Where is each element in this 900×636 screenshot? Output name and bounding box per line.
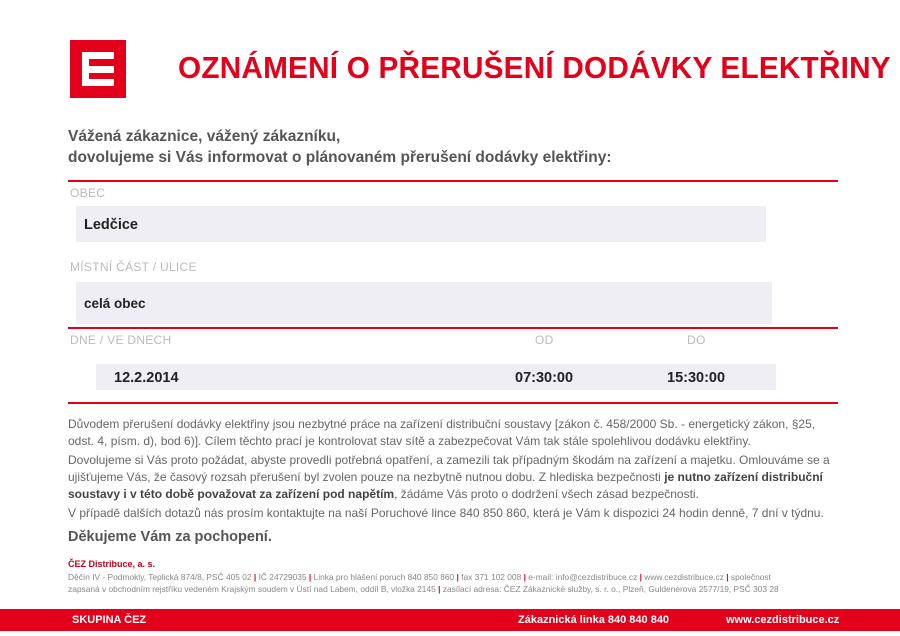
obec-field: [76, 206, 766, 242]
paragraph-reason: Důvodem přerušení dodávky elektřiny jsou nezbytné práce na zařízení distribuční soustavy [zákon č. 458/2000 Sb. - energetický zákon, §25, odst. 4, písm. d), bod 6)]. Cílem těchto prací je kontrolovat stav sítě a zabezpečovat Vám tak stále spolehlivou dodávku elektřiny.: [68, 417, 816, 448]
date-value: 12.2.2014: [114, 370, 179, 386]
footer-web: www.cezdistribuce.cz: [726, 614, 840, 626]
od-value: 07:30:00: [515, 370, 574, 386]
company-name: ČEZ Distribuce, a. s.: [68, 559, 156, 569]
page-title: OZNÁMENÍ O PŘERUŠENÍ DODÁVKY ELEKTŘINY: [178, 50, 891, 85]
safety-warning: je nutno zařízení distribuční soustavy i v této době považovat za zařízení pod napětím: [68, 470, 823, 501]
company-address: Děčín IV - Podmokly, Teplická 874/8, PSČ 405 02 | IČ 24729035 | Linka pro hlášení poruch 840 850 860 | fax 371 102 008 | e-mail: info@cezdistribuce.cz | www.cezdistribuce.cz | společnost zapsaná v obchodním rejstříku vedeném Krajským soudem v Ústí nad Labem, oddíl B, vložka 2145 | zasílací adresa: ČEZ Zákaznické služby, s. r. o., Plzeň, Guldenerova 2577/19, PSČ 303 28: [68, 572, 779, 594]
greeting-line-2: dovolujeme si Vás informovat o plánovaném přerušení dodávky elektřiny:: [68, 149, 612, 166]
cast-value: celá obec: [84, 296, 146, 311]
paragraph-safety: Dovolujeme si Vás proto požádat, abyste provedli potřebná opatření, a zamezili tak případným škodám na zařízení a majetku. Omlouváme se a ujišťujeme Vás, že časový rozsah přerušení byl zvolen pouze na nezbytně nutnou dobu. Z hlediska bezpečnosti je nutno zařízení distribuční soustavy i v této době považovat za zařízení pod napětím, žádáme Vás proto o dodržení všech zásad bezpečnosti.: [68, 453, 830, 501]
divider: [68, 180, 838, 182]
paragraph-contact: V případě dalších dotazů nás prosím kontaktujte na naší Poruchové lince 840 850 860, která je Vám k dispozici 24 hodin denně, 7 dní v týdnu.: [68, 506, 824, 520]
footer-bar: [0, 609, 900, 631]
web-link: www.cezdistribuce.cz: [644, 572, 724, 582]
thanks-text: Děkujeme Vám za pochopení.: [68, 529, 272, 545]
do-value: 15:30:00: [667, 370, 726, 386]
cast-label: MÍSTNÍ ČÁST / ULICE: [70, 260, 197, 274]
cez-logo-icon: [70, 40, 126, 98]
footer-hotline: Zákaznická linka 840 840 840: [518, 614, 670, 626]
footer-group: SKUPINA ČEZ: [72, 614, 147, 626]
divider: [68, 327, 838, 329]
od-label: OD: [535, 333, 554, 347]
divider: [68, 402, 838, 404]
greeting: [68, 126, 612, 168]
do-label: DO: [687, 333, 706, 347]
email-link: e-mail: info@cezdistribuce.cz: [528, 572, 638, 582]
obec-value: Ledčice: [84, 217, 138, 233]
obec-label: OBEC: [70, 186, 106, 200]
cast-field: [76, 282, 772, 324]
dne-label: DNE / VE DNECH: [70, 333, 172, 347]
greeting-line-1: Vážená zákaznice, vážený zákazníku,: [68, 128, 341, 145]
